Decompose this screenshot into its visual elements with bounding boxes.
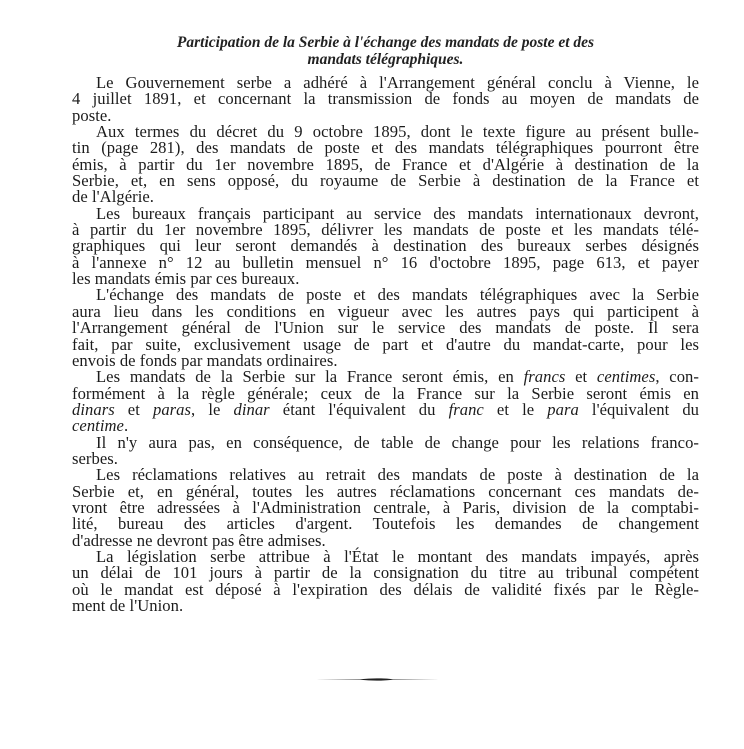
italic-term: franc: [448, 399, 484, 419]
text-line: un délai de 101 jours à partir de la consignation du titre au tribunal compétent: [72, 563, 699, 583]
italic-term: dinar: [233, 399, 270, 419]
italic-term: para: [547, 399, 579, 419]
text-line: La législation serbe attribue à l'État le montant des mandats impayés, après: [96, 546, 699, 566]
text-line: tin (page 281), des mandats de poste et des mandats télégraphiques pourront être: [72, 138, 699, 158]
italic-term: dinars: [72, 399, 115, 419]
paragraph: [72, 75, 699, 124]
italic-term: paras: [152, 399, 192, 419]
text-run: et: [565, 367, 597, 387]
paragraph: [72, 124, 699, 206]
text-line: serbes.: [72, 448, 118, 468]
decorative-rule: [315, 678, 440, 681]
text-line: aura lieu dans les conditions en vigueur avec les autres pays qui participent à: [72, 301, 699, 321]
paragraph: [72, 432, 699, 468]
italic-term: francs: [523, 367, 566, 387]
text-line: à l'annexe n° 12 au bulletin mensuel n° 16 d'octobre 1895, page 613, et payer: [72, 252, 699, 272]
text-line: Aux termes du décret du 9 octobre 1895, dont le texte figure au présent bulle-: [96, 122, 699, 142]
text-line: 4 juillet 1891, et concernant la transmission de fonds au moyen de mandats de: [72, 89, 699, 109]
text-run: , le: [191, 399, 234, 419]
text-line: graphiques qui leur seront demandés à destination des bureaux serbes désignés: [72, 236, 699, 256]
text-line: émis, à partir du 1er novembre 1895, de France et d'Algérie à destination de la: [72, 154, 699, 174]
text-line: [72, 399, 700, 419]
text-line: Il n'y aura pas, en conséquence, de table de change pour les relations franco-: [96, 432, 699, 452]
text-run: et: [114, 399, 153, 419]
text-run: étant l'équivalent du: [269, 399, 449, 419]
text-line: L'échange des mandats de poste et des mandats télégraphiques avec la Serbie: [96, 285, 699, 305]
text-run: , con-: [655, 367, 699, 387]
text-run: et le: [483, 399, 548, 419]
document-title: [82, 34, 689, 68]
text-line: ment de l'Union.: [72, 596, 184, 615]
text-line: Serbie, et, en sens opposé, du royaume de Serbie à destination de la France et: [72, 171, 699, 191]
text-run: l'équivalent du: [578, 399, 700, 419]
italic-term: centimes: [596, 367, 656, 387]
text-line: vront être adressées à l'Administration centrale, à Paris, division de la comptabi-: [72, 497, 699, 517]
text-line: Le Gouvernement serbe a adhéré à l'Arrangement général conclu à Vienne, le: [96, 73, 699, 92]
text-line: lité, bureau des articles d'argent. Toutefois les demandes de changement: [72, 514, 699, 534]
text-run: .: [123, 416, 129, 436]
paragraph: [72, 203, 699, 289]
text-line: de l'Algérie.: [72, 187, 154, 207]
document-page: [72, 34, 699, 614]
text-line: Les bureaux français participant au service des mandats internationaux devront,: [96, 203, 699, 223]
text-line: envois de fonds par mandats ordinaires.: [72, 350, 338, 370]
italic-term: centime: [72, 416, 124, 436]
text-line: à partir du 1er novembre 1895, délivrer les mandats de poste et les mandats télé-: [72, 220, 699, 240]
paragraph: [72, 369, 699, 434]
text-line: Serbie et, en général, toutes les autres réclamations concernant ces mandats de-: [72, 481, 699, 501]
text-run: formément à la règle générale; ceux de la France sur la Serbie seront émis en: [72, 383, 699, 403]
title-line: Participation de la Serbie à l'échange des mandats de poste et des: [176, 34, 595, 51]
text-line: l'Arrangement général de l'Union sur le service des mandats de poste. Il sera: [72, 318, 699, 338]
text-line: d'adresse ne devront pas être admises.: [72, 530, 326, 550]
text-line: poste.: [72, 105, 112, 125]
text-run: Les mandats de la Serbie sur la France seront émis, en: [96, 367, 524, 387]
paragraph: [72, 287, 699, 369]
document-body: [72, 75, 699, 614]
title-line: mandats télégraphiques.: [307, 51, 464, 68]
text-line: les mandats émis par ces bureaux.: [72, 269, 300, 289]
text-line: où le mandat est déposé à l'expiration des délais de validité fixés par le Règle-: [72, 579, 699, 599]
text-line: fait, par suite, exclusivement usage de part et d'autre du mandat-carte, pour les: [72, 334, 699, 354]
text-line: Les réclamations relatives au retrait des mandats de poste à destination de la: [96, 465, 699, 485]
paragraph: [72, 546, 699, 615]
paragraph: [72, 467, 699, 549]
